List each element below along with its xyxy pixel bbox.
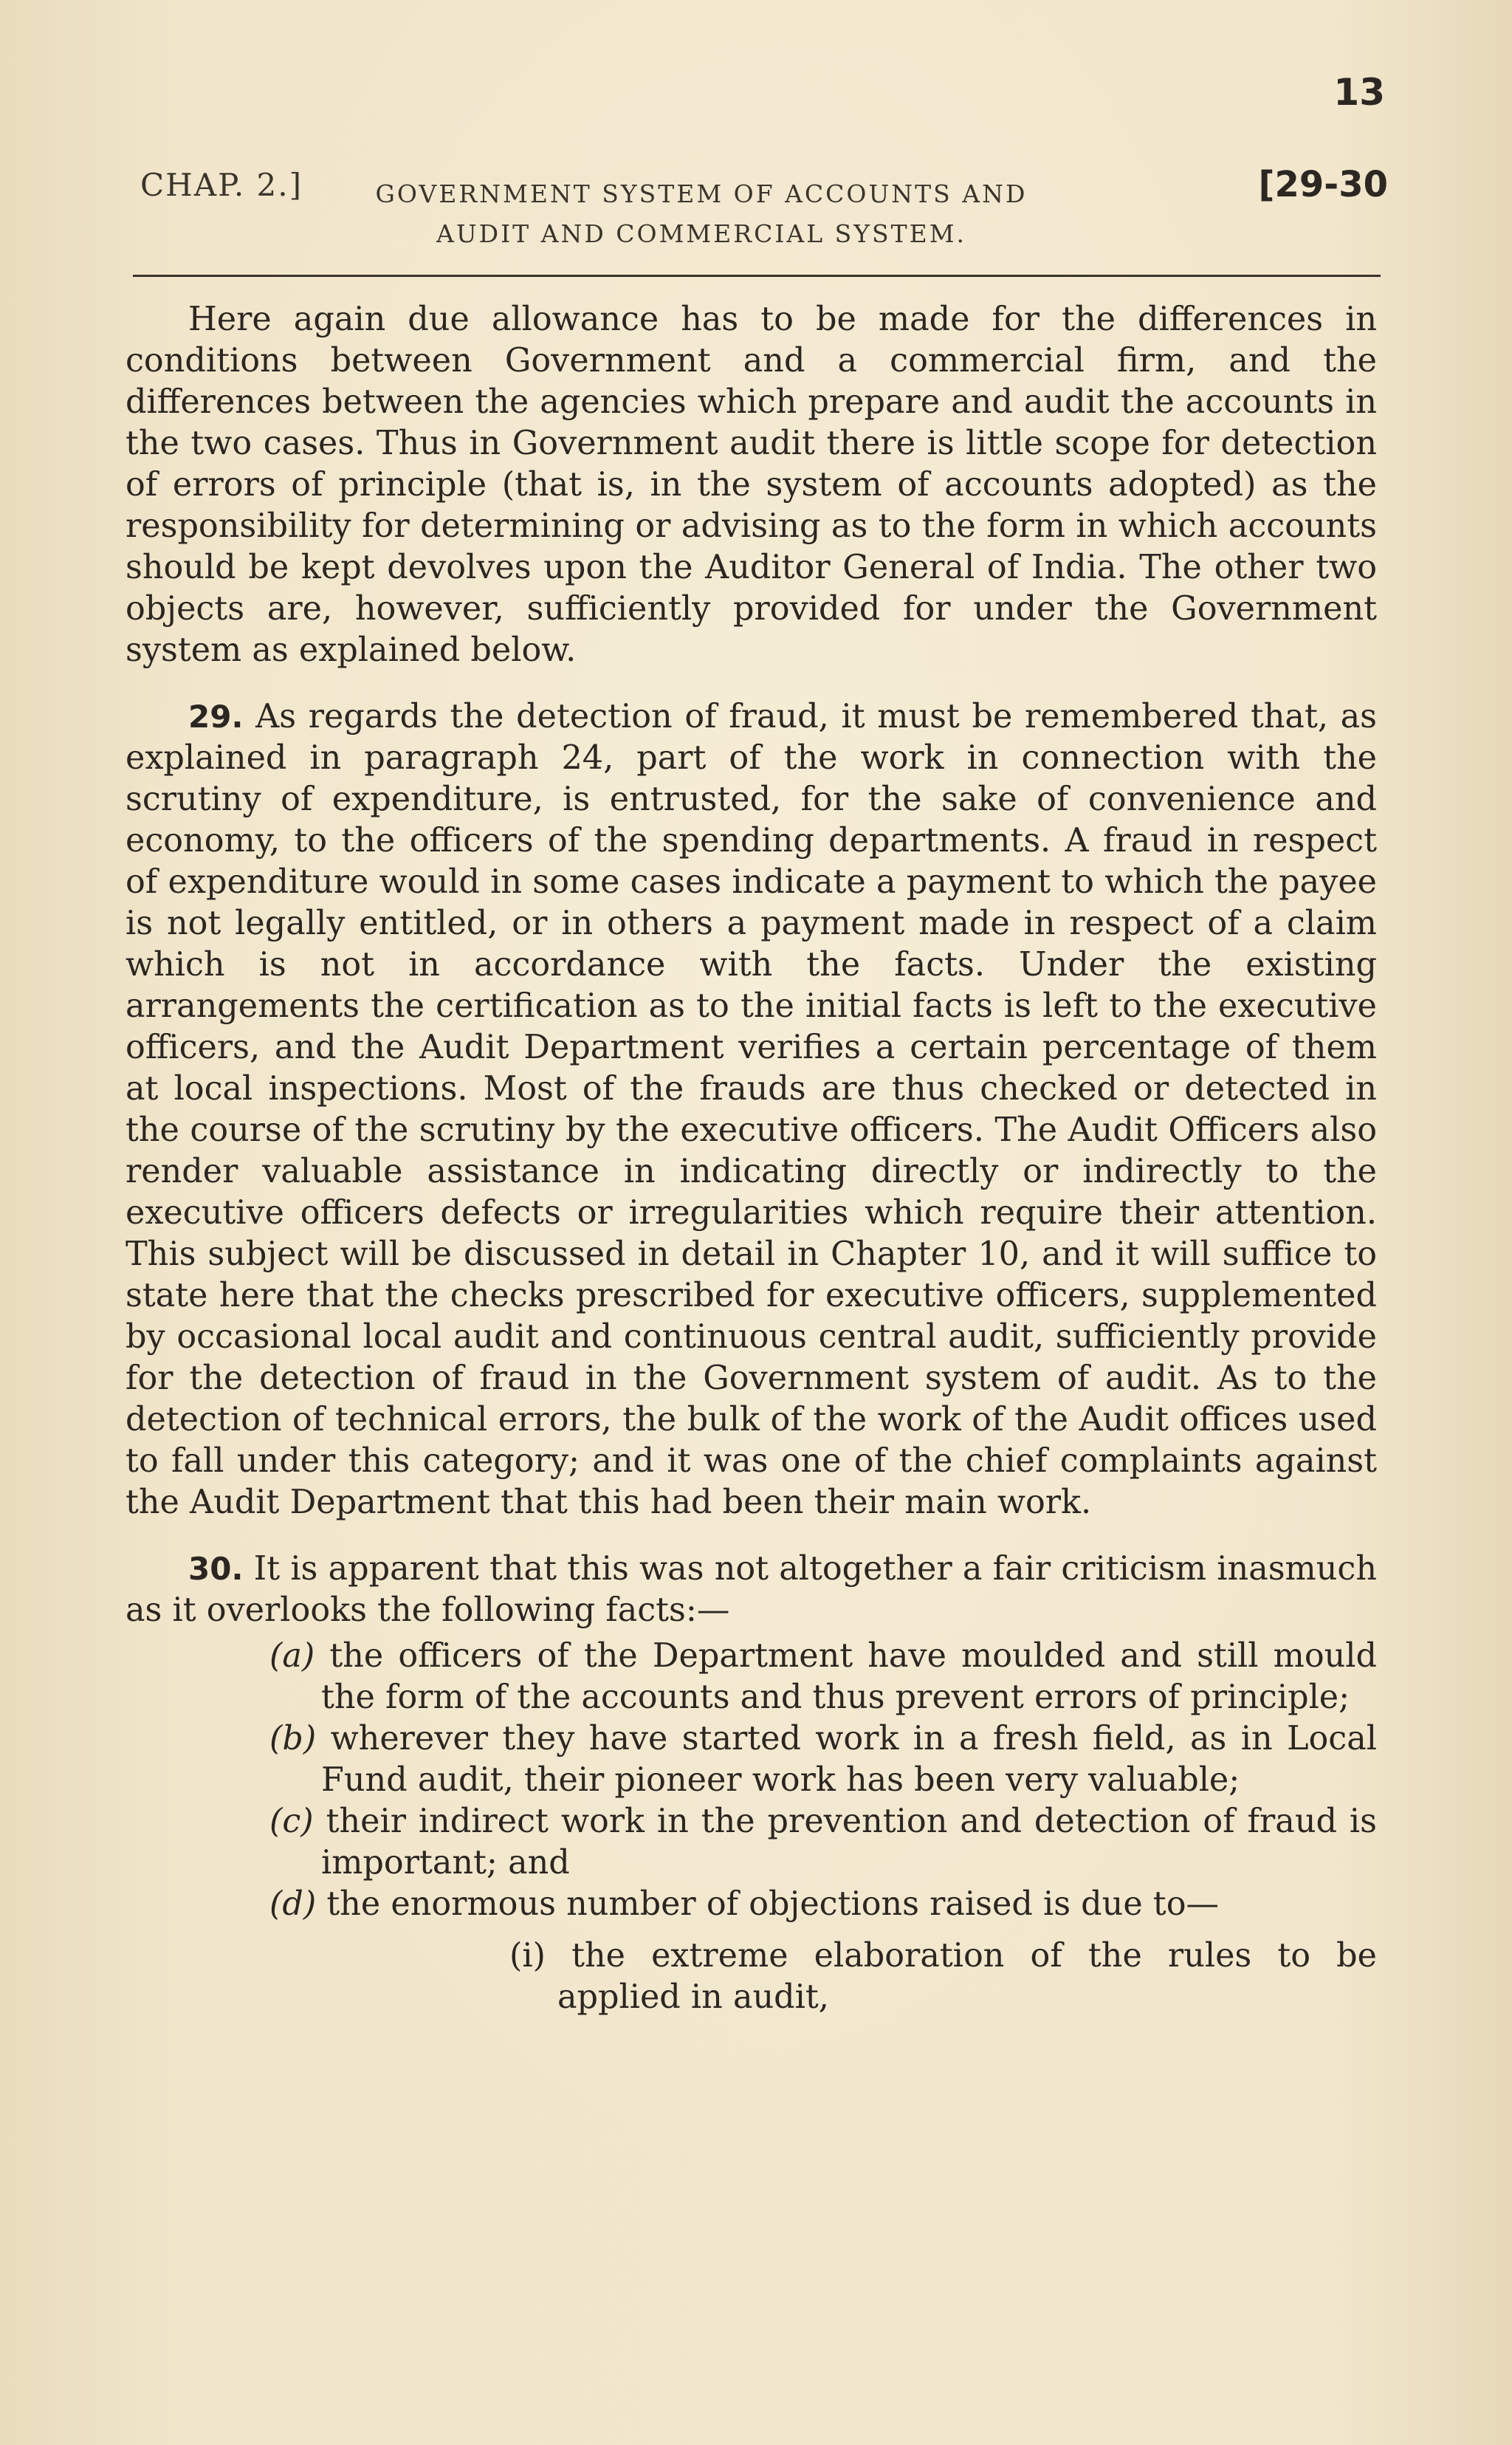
list-marker: (c) bbox=[269, 1803, 314, 1840]
chapter-reference: CHAP. 2.] bbox=[140, 167, 303, 203]
page-number: 13 bbox=[1333, 71, 1385, 114]
list-marker: (b) bbox=[269, 1720, 317, 1758]
list-item-text: their indirect work in the prevention and detection of fraud is important; and bbox=[321, 1803, 1377, 1882]
sub-list-item-text: the extreme elaboration of the rules to be applied in audit, bbox=[557, 1937, 1377, 2016]
facts-list bbox=[126, 1636, 1377, 2018]
page-body bbox=[126, 299, 1377, 2018]
paragraph-29 bbox=[126, 696, 1377, 1523]
sub-list-item bbox=[321, 1935, 1377, 2018]
running-title bbox=[369, 174, 1034, 254]
list-item-text: wherever they have started work in a fresh field, as in Local Fund audit, their pioneer work has been very valuable; bbox=[321, 1720, 1377, 1799]
intro-paragraph: Here again due allowance has to be made for the differences in conditions between Government and a commercial firm, and the differences between the agencies which prepare and audit the accounts in the two cases. Thus in Government audit there is little scope for detection of errors of principle (that is, in the system of accounts adopted) as the responsibility for determining or advising as to the form in which accounts should be kept devolves upon the Auditor General of India. The other two objects are, however, sufficiently provided for under the Government system as explained below. bbox=[126, 301, 1377, 669]
running-title-line-1: GOVERNMENT SYSTEM OF ACCOUNTS AND bbox=[375, 179, 1028, 208]
list-marker: (a) bbox=[269, 1637, 315, 1675]
paragraph-number: 30. bbox=[188, 1551, 244, 1587]
paragraph-30 bbox=[126, 1549, 1377, 1631]
list-item bbox=[126, 1636, 1377, 1718]
list-item bbox=[126, 1718, 1377, 1801]
paragraph-range: [29-30 bbox=[1258, 164, 1388, 205]
list-item-text: the officers of the Department have moulded and still mould the form of the accounts and thus prevent errors of principle; bbox=[321, 1637, 1377, 1716]
paragraph-text: As regards the detection of fraud, it must be remembered that, as explained in paragraph 24, part of the work in connection with the scrutiny of expenditure, is entrusted, for the sake of convenience and economy, to the officers of the spending departments. A fraud in respect of expenditure would in some cases indicate a payment to which the payee is not legally entitled, or in others a payment made in respect of a claim which is not in accordance with the facts. Under the existing arrangements the certification as to the initial facts is left to the executive officers, and the Audit Department verifies a certain percentage of them at local inspections. Most of the frauds are thus checked or detected in the course of the scrutiny by the executive officers. The Audit Officers also render valuable assistance in indicating directly or indirectly to the executive officers defects or irregularities which require their attention. This subject will be discussed in detail in Chapter 10, and it will suffice to state here that the checks prescribed for executive officers, supplemented by occasional local audit and continuous central audit, sufficiently provide for the detection of fraud in the Government system of audit. As to the detection of technical errors, the bulk of the work of the Audit offices used to fall under this category; and it was one of the chief complaints against the Audit Department that this had been their main work. bbox=[126, 698, 1377, 1521]
header-rule bbox=[133, 275, 1381, 277]
paragraph-number: 29. bbox=[188, 699, 244, 735]
running-title-line-2: AUDIT AND COMMERCIAL SYSTEM. bbox=[436, 219, 966, 248]
sub-list-marker: (i) bbox=[509, 1937, 546, 1975]
list-item bbox=[126, 1801, 1377, 1884]
paragraph-text: It is apparent that this was not altogether a fair criticism inasmuch as it overlooks the following facts:— bbox=[126, 1550, 1377, 1629]
sub-list bbox=[321, 1935, 1377, 2018]
list-item bbox=[126, 1884, 1377, 2018]
list-marker: (d) bbox=[269, 1885, 317, 1923]
running-header bbox=[133, 162, 1388, 251]
list-item-text: the enormous number of objections raised is due to— bbox=[326, 1885, 1219, 1923]
